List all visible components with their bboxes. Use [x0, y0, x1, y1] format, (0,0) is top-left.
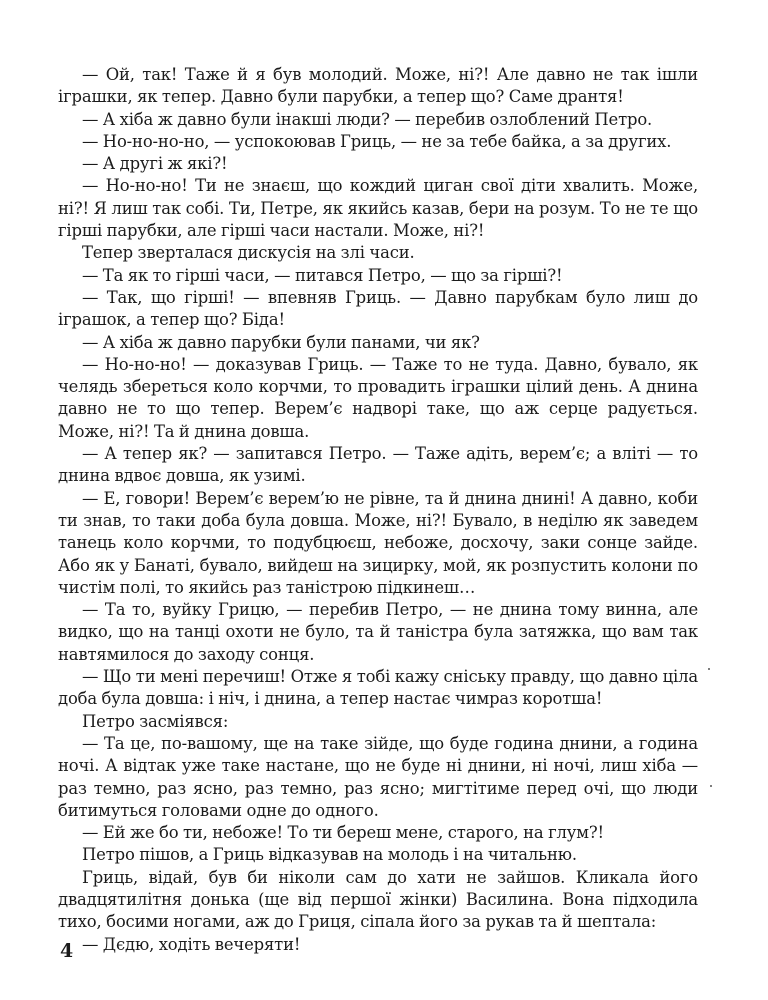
paragraph: — А хіба ж давно були інакші люди? — перебив озлоблений Петро.: [82, 109, 653, 129]
paragraph: Гриць, відай, був би ніколи сам до хати не зайшов. Кликала його двадцятилітня донька (ще від першої жінки) Василина. Вона підходила тихо, босими ногами, аж до Гриця, сіпала його за рукав та й шептала:: [58, 867, 698, 932]
paragraph: — А хіба ж давно парубки були панами, чи як?: [82, 332, 480, 352]
page-number: 4: [60, 940, 74, 962]
paragraph: — Та то, вуйку Грицю, — перебив Петро, — не днина тому винна, але видко, що на танці охоти не було, та й таністра була затяжка, що вам так навтямилося до заходу сонця.: [58, 600, 698, 664]
paragraph: — Е, говори! Верем’є верем’ю не рівне, та й днина днині! А давно, коби ти знав, то таки доба була довша. Може, ні?! Бувало, в неділю як заведем танець коло корчми, то подубцюєш, небоже, досхочу, заки сонце зайде. Або як у Банаті, бувало, вийдеш на зицирку, мой, як розпустить колони по чистім полі, то якийсь раз таністрою підкинеш…: [58, 488, 698, 597]
paragraph: — Та це, по-вашому, ще на таке зійде, що буде година днини, а година ночі. А відтак уже таке настане, що не буде ні днини, ні ночі, лиш хіба — раз темно, раз ясно, раз темно, раз ясно; мигтітиме перед очі, що люди битимуться головами одне до одного.: [58, 733, 698, 820]
paragraph: — Но-но-но-но, — успокоював Гриць, — не за тебе байка, а за других.: [82, 131, 672, 151]
paragraph: — Що ти мені перечиш! Отже я тобі кажу сніську правду, що давно ціла доба була довша: і ніч, і днина, а тепер настає чимраз коротша!: [58, 667, 698, 709]
paragraph: — Так, що гірші! — впевняв Гриць. — Давно парубкам було лиш до іграшок, а тепер що? Біда!: [58, 287, 698, 330]
paragraph: — А тепер як? — запитався Петро. — Таже адіть, верем’є; а влітi — то днина вдвоє довша, як узимі.: [58, 444, 698, 486]
paragraph: Петро пішов, а Гриць відказував на молодь і на читальню.: [82, 845, 577, 865]
scan-speck: [708, 668, 710, 670]
paragraph: — Но-но-но! — доказував Гриць. — Таже то не туда. Давно, бувало, як челядь збереться коло корчми, то провадить іграшки цілий день. А днина давно не то що тепер. Верем’є надворі таке, що аж серце радується. Може, ні?! Та й днина довша.: [58, 354, 698, 441]
paragraph: — Ей же бо ти, небоже! То ти береш мене, старого, на глум?!: [82, 823, 604, 843]
paragraph: — Но-но-но! Ти не знаєш, що кождий циган свої діти хвалить. Може, ні?! Я лиш так собі. Ти, Петре, як якийсь казав, бери на розум. То не те що гірші парубки, але гірші часи настали. Може, ні?!: [58, 176, 698, 241]
paragraph: — Та як то гірші часи, — питався Петро, — що за гірші?!: [82, 265, 563, 285]
paragraph: Петро засміявся:: [82, 711, 229, 731]
paragraph: Тепер зверталася дискусія на злі часи.: [82, 243, 415, 263]
book-page-text: [58, 64, 698, 956]
paragraph: — Дєдю, ходіть вечеряти!: [82, 934, 301, 954]
paragraph: — Ой, так! Таже й я був молодий. Може, ні?! Але давно не так ішли іграшки, як тепер. Давно були парубки, а тепер що? Саме дрантя!: [58, 65, 698, 107]
scan-speck: [710, 785, 712, 787]
paragraph: — А другі ж які?!: [82, 154, 228, 174]
